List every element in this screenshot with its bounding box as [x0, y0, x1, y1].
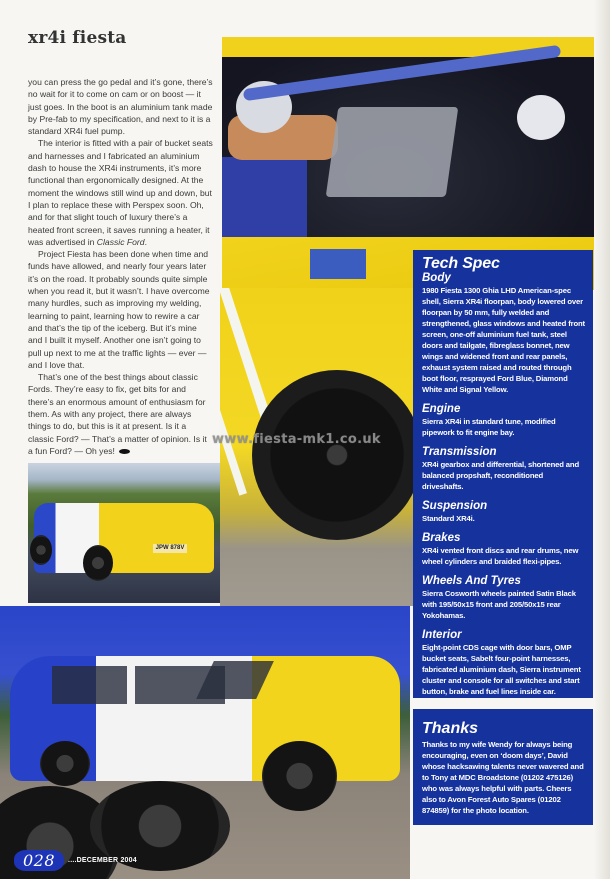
tyre	[83, 545, 113, 581]
rear-window	[52, 666, 127, 704]
thanks-text: Thanks to my wife Wendy for always being encouraging, even on ‘doom days’, David whose hacksawing talents never wavered and to Tony at MDC Broadstone (01202 475126) who was always helpful with parts. Cheers also to Avon Forest Auto Spares (01202 874859) for the photo location.	[422, 740, 584, 815]
black-alloy-wheel	[252, 370, 415, 540]
panel-gap	[410, 698, 600, 709]
tyre	[30, 535, 52, 565]
spec-section-brakes	[422, 532, 585, 567]
engine-plenum	[326, 107, 459, 197]
spec-text: Eight-point CDS cage with door bars, OMP bucket seats, Sabelt four-point harnesses, fabricated aluminium dash, Sierra instrument cluster and console for all switches and start button, brake and fuel lines inside car.	[422, 643, 581, 696]
rear-tyre	[40, 741, 90, 786]
page-folio	[14, 850, 137, 871]
spec-heading: Suspension	[422, 500, 488, 512]
tech-spec-panel	[413, 250, 593, 698]
spec-heading: Interior	[422, 629, 462, 641]
spec-section-wheels	[422, 575, 585, 621]
front-tyre	[262, 741, 337, 811]
front-wheel-photo	[220, 288, 415, 606]
spec-section-suspension	[422, 500, 585, 524]
spec-text: Sierra XR4i in standard tune, modified pipework to fit engine bay.	[422, 417, 556, 437]
spec-heading: Transmission	[422, 446, 497, 458]
end-mark-icon	[119, 449, 130, 454]
vin-plate	[310, 249, 366, 279]
number-plate: JPW 878V	[153, 544, 187, 553]
watermark: www.fiesta-mk1.co.uk	[212, 432, 381, 447]
tech-spec-title: Tech Spec	[422, 255, 500, 272]
white-stripe	[220, 350, 247, 495]
spec-section-body	[422, 272, 585, 395]
article-paragraph: That’s one of the best things about classic Fords. They’re easy to fix, get bits for and there’s an enormous amount of enthusiasm for them. As with any project, there are always things to do, but this is it at present. Is it a classic Ford? — That’s a matter of opinion. Is it a fun Ford? — Oh yes!	[28, 372, 207, 456]
article-paragraph: Project Fiesta has been done when time and funds have allowed, and nearly four years later it’s on the road. It probably sounds quite simple when you read it, but it wasn’t. I have overcome many hurdles, such as improving my welding, learning to paint, learning how to rewire a car and that’s the tip of the iceberg. But it’s mine and I built it myself. Another one isn’t going to pull up next to me at the traffic lights — ever — and I love that.	[28, 249, 210, 370]
magazine-title: Classic Ford	[96, 236, 145, 247]
front-three-quarter-photo	[28, 463, 220, 603]
article-paragraph: you can press the go pedal and it’s gone, there’s no wait for it to come on cam or on boost — it just goes. In the boot is an aluminium tank made by Pre-fab to my specification, and next to it is a standard XR4i fuel pump.	[28, 77, 213, 137]
spec-text: Standard XR4i.	[422, 514, 475, 523]
bottom-right-margin	[410, 825, 610, 879]
spec-heading: Wheels And Tyres	[422, 575, 521, 587]
article-paragraph: The interior is fitted with a pair of bucket seats and harnesses and I fabricated an aluminium dash to house the XR4i instruments, it’s more functional than ergonomically designed. At the moment the windows still wind up and down, but I plan to replace these with Perspex soon. Oh, and for that slight touch of luxury there’s a heated front screen, it saves running a heater, it was advertised in Classic Ford.	[28, 138, 213, 247]
page-number: 028	[14, 850, 64, 871]
thanks-panel	[413, 709, 593, 825]
spec-text: 1980 Fiesta 1300 Ghia LHD American-spec shell, Sierra XR4i floorpan, body lowered over floorpan by 50 mm, fully welded and strengthened, glass windows and heated front screen, one-off aluminium fuel tank, steel doors and tailgate, fibreglass bonnet, new wings and widened front and rear panels, exhaust system raised and routed through boot floor, resprayed Ford Blue, Diamond White and Signal Yellow.	[422, 286, 585, 394]
page-spine-shadow	[594, 0, 610, 879]
white-stripe	[220, 288, 273, 426]
spec-section-engine	[422, 403, 585, 438]
spec-heading: Engine	[422, 403, 461, 415]
spec-section-interior	[422, 629, 585, 697]
spec-heading: Brakes	[422, 532, 461, 544]
section-title: xr4i fiesta	[28, 28, 127, 48]
spec-section-transmission	[422, 446, 585, 492]
spec-text: XR4i vented front discs and rear drums, new wheel cylinders and braided flexi-pipes.	[422, 546, 579, 566]
issue-date: ....DECEMBER 2004	[68, 857, 137, 864]
spec-heading: Body	[422, 272, 451, 284]
thanks-title: Thanks	[422, 720, 479, 737]
strut-top-right	[517, 95, 565, 140]
side-view-photo	[0, 606, 410, 879]
spec-text: Sierra Cosworth wheels painted Satin Black with 195/50x15 front and 205/50x15 rear Yokohamas.	[422, 589, 576, 620]
car-body-front	[34, 503, 214, 573]
spec-text: XR4i gearbox and differential, shortened and balanced propshaft, reconditioned driveshafts.	[422, 460, 580, 491]
article-body	[28, 76, 213, 457]
